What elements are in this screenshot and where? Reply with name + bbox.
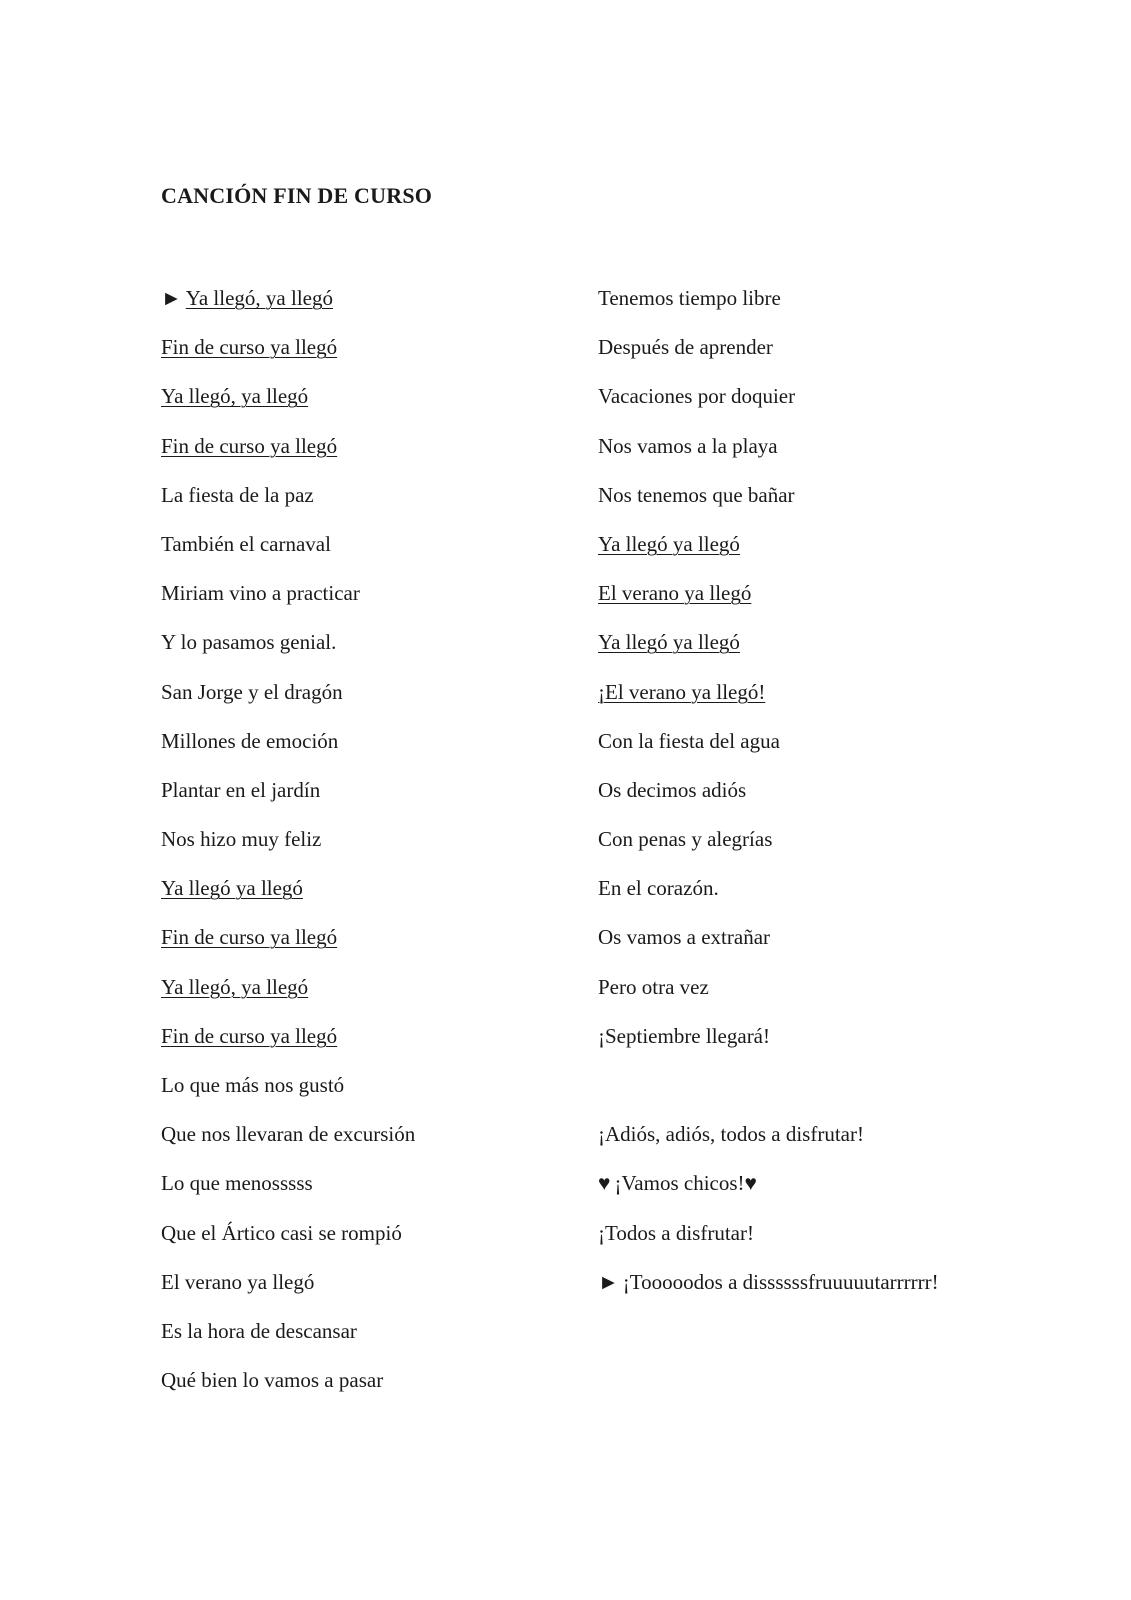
lyric-text: Nos hizo muy feliz: [161, 827, 322, 852]
lyric-line: [161, 1119, 415, 1168]
lyric-text: Ya llegó, ya llegó: [161, 384, 309, 409]
lyric-line: [598, 578, 939, 627]
lyric-text: Pero otra vez: [598, 974, 709, 999]
lyric-line: [161, 824, 415, 873]
lyric-text: Os decimos adiós: [598, 777, 747, 802]
lyric-text: En el corazón.: [598, 876, 719, 901]
lyric-line: [598, 283, 939, 332]
lyric-text: Os vamos a extrañar: [598, 925, 771, 950]
lyric-line: [598, 480, 939, 529]
lyric-line: [598, 1119, 939, 1168]
lyric-line: [161, 1070, 415, 1119]
lyric-line: [161, 381, 415, 430]
lyric-line: [598, 972, 939, 1021]
lyric-line: [161, 1365, 415, 1414]
lyric-line: [161, 1218, 415, 1267]
lyric-line: [161, 1316, 415, 1365]
lyric-text: La fiesta de la paz: [161, 482, 314, 507]
lyric-text: ¡Septiembre llegará!: [598, 1023, 770, 1048]
lyric-text: Plantar en el jardín: [161, 777, 321, 802]
lyric-text: Es la hora de descansar: [161, 1318, 357, 1343]
lyric-line: [598, 627, 939, 676]
lyric-text: Lo que más nos gustó: [161, 1073, 345, 1097]
lyrics-left-column: [161, 283, 415, 1414]
lyric-text: Que el Ártico casi se rompió: [161, 1220, 402, 1245]
lyric-line: [598, 1021, 939, 1070]
lyric-text: Nos tenemos que bañar: [598, 482, 795, 507]
lyric-text: ¡Adiós, adiós, todos a disfrutar!: [598, 1122, 864, 1147]
lyric-text: Ya llegó ya llegó: [598, 531, 740, 556]
lyric-line: [161, 775, 415, 824]
lyric-text: Lo que menosssss: [161, 1171, 313, 1196]
lyric-text: Y lo pasamos genial.: [161, 630, 337, 655]
lyric-text: Miriam vino a practicar: [161, 581, 360, 606]
lyric-text: Fin de curso ya llegó: [161, 335, 338, 360]
lyric-text: ¡El verano ya llegó!: [598, 679, 766, 704]
lyric-text: Fin de curso ya llegó: [161, 1023, 338, 1048]
lyric-line: [161, 677, 415, 726]
lyric-line: [598, 381, 939, 430]
heart-icon: ♥: [598, 1171, 611, 1196]
play-arrow-icon: ►: [161, 286, 182, 310]
lyric-text: Fin de curso ya llegó: [161, 433, 338, 458]
lyric-line: [161, 726, 415, 775]
lyric-line: [161, 283, 415, 332]
lyric-line: [598, 1267, 939, 1316]
lyric-text: El verano ya llegó: [598, 581, 752, 606]
lyric-line: [161, 332, 415, 381]
lyric-line: [161, 480, 415, 529]
lyric-line: [161, 431, 415, 480]
lyric-text: Ya llegó, ya llegó: [185, 286, 333, 310]
lyric-text: El verano ya llegó: [161, 1269, 315, 1294]
lyric-line: [598, 1070, 939, 1119]
lyric-text: ¡Vamos chicos!♥: [614, 1171, 757, 1196]
lyric-line: [598, 824, 939, 873]
lyric-line: [161, 1168, 415, 1217]
play-arrow-icon: ►: [598, 1269, 619, 1294]
lyric-text: ¡Tooooodos a dissssssfruuuuutarrrrrr!: [622, 1269, 939, 1294]
lyric-text: Con la fiesta del agua: [598, 728, 780, 753]
lyric-line: [161, 972, 415, 1021]
lyric-line: [598, 332, 939, 381]
lyric-line: [598, 726, 939, 775]
lyric-line: [161, 627, 415, 676]
lyric-line: [161, 1267, 415, 1316]
lyric-line: [598, 1168, 939, 1217]
lyric-line: [161, 578, 415, 627]
lyric-text: Con penas y alegrías: [598, 827, 773, 852]
lyric-line: [598, 529, 939, 578]
lyric-line: [598, 922, 939, 971]
lyric-line: [598, 873, 939, 922]
lyric-line: [598, 1218, 939, 1267]
lyric-text: Qué bien lo vamos a pasar: [161, 1368, 384, 1393]
lyric-line: [598, 431, 939, 480]
lyric-text: Millones de emoción: [161, 728, 339, 753]
lyric-line: [598, 775, 939, 824]
lyric-text: Después de aprender: [598, 335, 773, 360]
lyric-text: Ya llegó ya llegó: [598, 630, 740, 655]
lyric-line: [598, 677, 939, 726]
lyric-text: Tenemos tiempo libre: [598, 286, 781, 310]
lyrics-right-column: [598, 283, 939, 1316]
lyric-text: Ya llegó ya llegó: [161, 876, 303, 901]
lyric-text: Que nos llevaran de excursión: [161, 1122, 416, 1147]
lyric-text: San Jorge y el dragón: [161, 679, 343, 704]
lyric-line: [161, 922, 415, 971]
lyric-text: Ya llegó, ya llegó: [161, 974, 309, 999]
lyric-text: ¡Todos a disfrutar!: [598, 1220, 754, 1245]
lyric-text: También el carnaval: [161, 531, 331, 556]
lyric-text: Nos vamos a la playa: [598, 433, 778, 458]
lyric-text: Fin de curso ya llegó: [161, 925, 338, 950]
lyric-text: Vacaciones por doquier: [598, 384, 796, 409]
lyric-line: [161, 529, 415, 578]
lyric-line: [161, 873, 415, 922]
song-title: CANCIÓN FIN DE CURSO: [161, 183, 433, 208]
lyric-line: [161, 1021, 415, 1070]
